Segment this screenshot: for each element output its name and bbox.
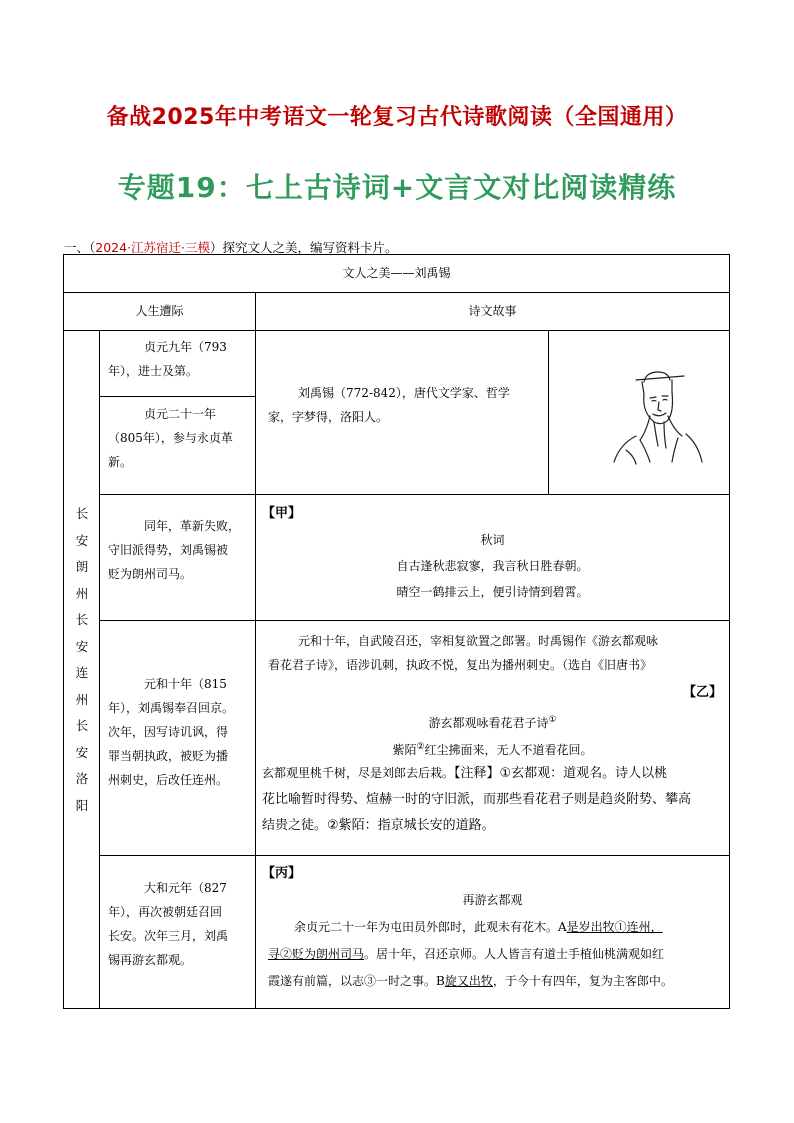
- jia-poem-title: 秋词: [480, 533, 505, 547]
- life-entry-5: 大和元年（827 年），再次被朝廷召回 长安。次年三月，刘禹 锡再游玄都观。: [108, 881, 229, 967]
- table-caption: 文人之美——刘禹锡: [342, 266, 451, 280]
- jia-mark: 【甲】: [262, 506, 302, 521]
- topic-subtitle: 专题19：七上古诗词+文言文对比阅读精练: [117, 171, 677, 204]
- yi-annotation: 花比喻暂时得势、煊赫一时的守旧派，而那些看花君子则是趋炎附势、攀高 结贵之徒。②紫陌：指京城长安的道路。: [262, 792, 692, 833]
- underline-a-end: 寻②贬为朗州司马: [268, 947, 365, 961]
- life-entry-3: 同年，革新失败， 守旧派得势，刘禹锡被 贬为朗州司马。: [108, 519, 241, 581]
- yi-poem-line-1: 紫陌②红尘拂面来，无人不道看花回。: [392, 742, 593, 757]
- question-intro: 一、（2024·江苏宿迁·三模）探究文人之美，编写资料卡片。: [64, 240, 398, 255]
- underline-a-start: 是岁出牧①连州，: [566, 920, 663, 934]
- bing-title: 再游玄都观: [462, 893, 523, 907]
- portrait-sketch-icon: [606, 366, 706, 466]
- underline-b: 旋又出牧: [444, 974, 493, 988]
- story-column-header: 诗文故事: [468, 304, 517, 318]
- life-entry-2: 贞元二十一年 （805年），参与永贞革 新。: [108, 407, 233, 469]
- jia-poem-line-2: 晴空一鹤排云上，便引诗情到碧霄。: [396, 585, 589, 599]
- bing-mark: 【丙】: [262, 866, 302, 881]
- life-entry-4: 元和十年（815 年），刘禹锡奉召回京。 次年，因写诗讥讽，得 罪当朝执政，被贬为播 州刺史，后改任连州。: [108, 677, 235, 787]
- jia-poem-line-1: 自古逢秋悲寂寥，我言秋日胜春朝。: [396, 559, 589, 573]
- question-source: 2024·江苏宿迁·三模: [95, 240, 211, 255]
- life-entry-1: 贞元九年（793 年），进士及第。: [108, 340, 227, 378]
- life-column-header: 人生遭际: [135, 304, 184, 318]
- author-portrait: [606, 366, 706, 466]
- place-timeline: 长 安 朗 州 长 安 连 州 长 安 洛 阳: [75, 506, 89, 813]
- bing-text: 余贞元二十一年为屯田员外郎时，此观未有花木。A是岁出牧①连州， 寻②贬为朗州司马。居十年，召还京师。人人皆言有道士手植仙桃满观如红 霞遂有前篇，以志③一时之事。B旋又出牧，于今十有四年，复为主客郎中。: [268, 920, 673, 988]
- yi-history-text: 元和十年，自武陵召还，宰相复欲置之郎署。时禹锡作《游玄都观咏 看花君子诗》，语涉讥刺，执政不悦，复出为播州刺史。（选自《旧唐书》: [268, 634, 659, 672]
- document-title: 备战2025年中考语文一轮复习古代诗歌阅读（全国通用）: [106, 105, 688, 130]
- author-bio: 刘禹锡（772-842），唐代文学家、哲学 家，字梦得，洛阳人。: [268, 386, 510, 424]
- yi-poem-line-2: 玄都观里桃千树，尽是刘郎去后栽。【注释】①玄都观：道观名。诗人以桃: [262, 766, 668, 781]
- yi-mark: 【乙】: [683, 685, 723, 700]
- yi-poem-title: 游玄都观咏看花君子诗①: [428, 715, 557, 730]
